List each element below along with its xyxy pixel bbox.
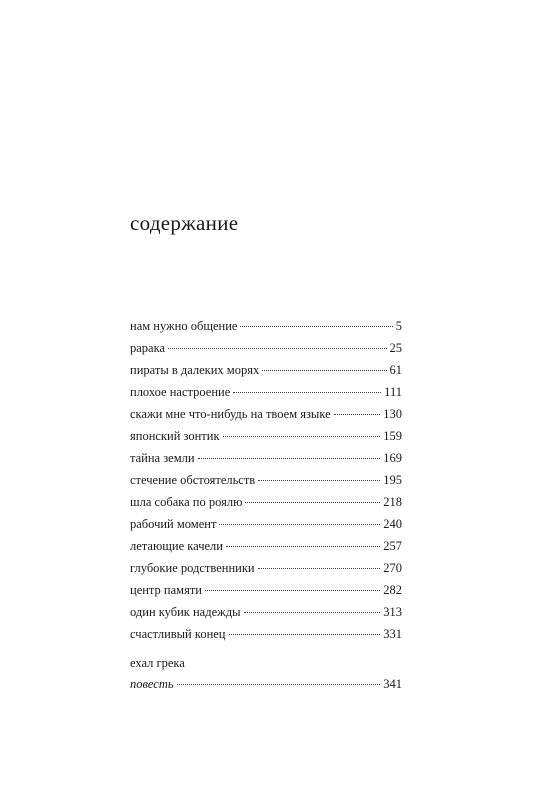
toc-entry: [130, 381, 402, 403]
toc-entry: [130, 579, 402, 601]
toc-entry: [130, 557, 402, 579]
toc-entry: [130, 601, 402, 623]
toc-entry-title: скажи мне что-нибудь на твоем языке: [130, 407, 331, 421]
dot-leader: [240, 326, 392, 327]
toc-entry-title: тайна земли: [130, 451, 195, 465]
toc-entry: [130, 403, 402, 425]
dot-leader: [168, 348, 386, 349]
dot-leader: [177, 684, 381, 685]
toc-entry-title: счастливый конец: [130, 627, 226, 641]
toc-entry-page: 25: [389, 341, 402, 355]
dot-leader: [226, 546, 380, 547]
toc-entry-page: 5: [395, 319, 402, 333]
toc-entry: [130, 491, 402, 513]
toc-entry-title: один кубик надежды: [130, 605, 241, 619]
toc-entry-page: 240: [383, 517, 402, 531]
toc-entry-page: 169: [383, 451, 402, 465]
toc-entry-page: 111: [384, 385, 402, 399]
dot-leader: [245, 502, 380, 503]
toc-entry-title: японский зонтик: [130, 429, 220, 443]
dot-leader: [258, 568, 381, 569]
toc-entry: [130, 359, 402, 381]
toc-entry: [130, 469, 402, 491]
toc-entry-page: 257: [383, 539, 402, 553]
dot-leader: [262, 370, 386, 371]
dot-leader: [334, 414, 381, 415]
extra-subtitle: повесть: [130, 677, 174, 691]
toc-entry-title: плохое настроение: [130, 385, 231, 399]
toc-entry: [130, 623, 402, 645]
toc-entry-title: рабочий момент: [130, 517, 217, 531]
toc-entry-page: 130: [383, 407, 402, 421]
toc-entry-page: 218: [383, 495, 402, 509]
extra-page: 341: [383, 677, 402, 691]
toc-heading: содержание: [130, 211, 239, 235]
dot-leader: [229, 634, 381, 635]
dot-leader: [244, 612, 381, 613]
toc-entry-page: 313: [383, 605, 402, 619]
toc-entry-title: стечение обстоятельств: [130, 473, 256, 487]
toc-entry-page: 331: [383, 627, 402, 641]
dot-leader: [233, 392, 381, 393]
toc-entry-page: 270: [383, 561, 402, 575]
toc-entry: [130, 535, 402, 557]
toc-entry-title: летающие качели: [130, 539, 223, 553]
toc-entry: [130, 513, 402, 535]
toc-entry: [130, 337, 402, 359]
dot-leader: [205, 590, 380, 591]
dot-leader: [258, 480, 380, 481]
toc-entry-page: 159: [383, 429, 402, 443]
toc-entry-title: глубокие родственники: [130, 561, 255, 575]
toc-entry-title: центр памяти: [130, 583, 202, 597]
toc-entry-title: нам нужно общение: [130, 319, 238, 333]
toc-extra-section: [130, 653, 402, 695]
toc-entry-title: шла собака по роялю: [130, 495, 243, 509]
toc-entry: [130, 425, 402, 447]
extra-title: ехал грека: [130, 656, 185, 670]
dot-leader: [223, 436, 381, 437]
toc-entry: [130, 673, 402, 695]
dot-leader: [219, 524, 380, 525]
toc-entry-page: 282: [383, 583, 402, 597]
toc-list: [130, 315, 402, 645]
toc-entry-page: 61: [389, 363, 402, 377]
toc-entry: [130, 447, 402, 469]
toc-entry-title: пираты в далеких морях: [130, 363, 260, 377]
toc-entry-title: рарака: [130, 341, 166, 355]
toc-entry: [130, 315, 402, 337]
dot-leader: [198, 458, 381, 459]
toc-entry-page: 195: [383, 473, 402, 487]
